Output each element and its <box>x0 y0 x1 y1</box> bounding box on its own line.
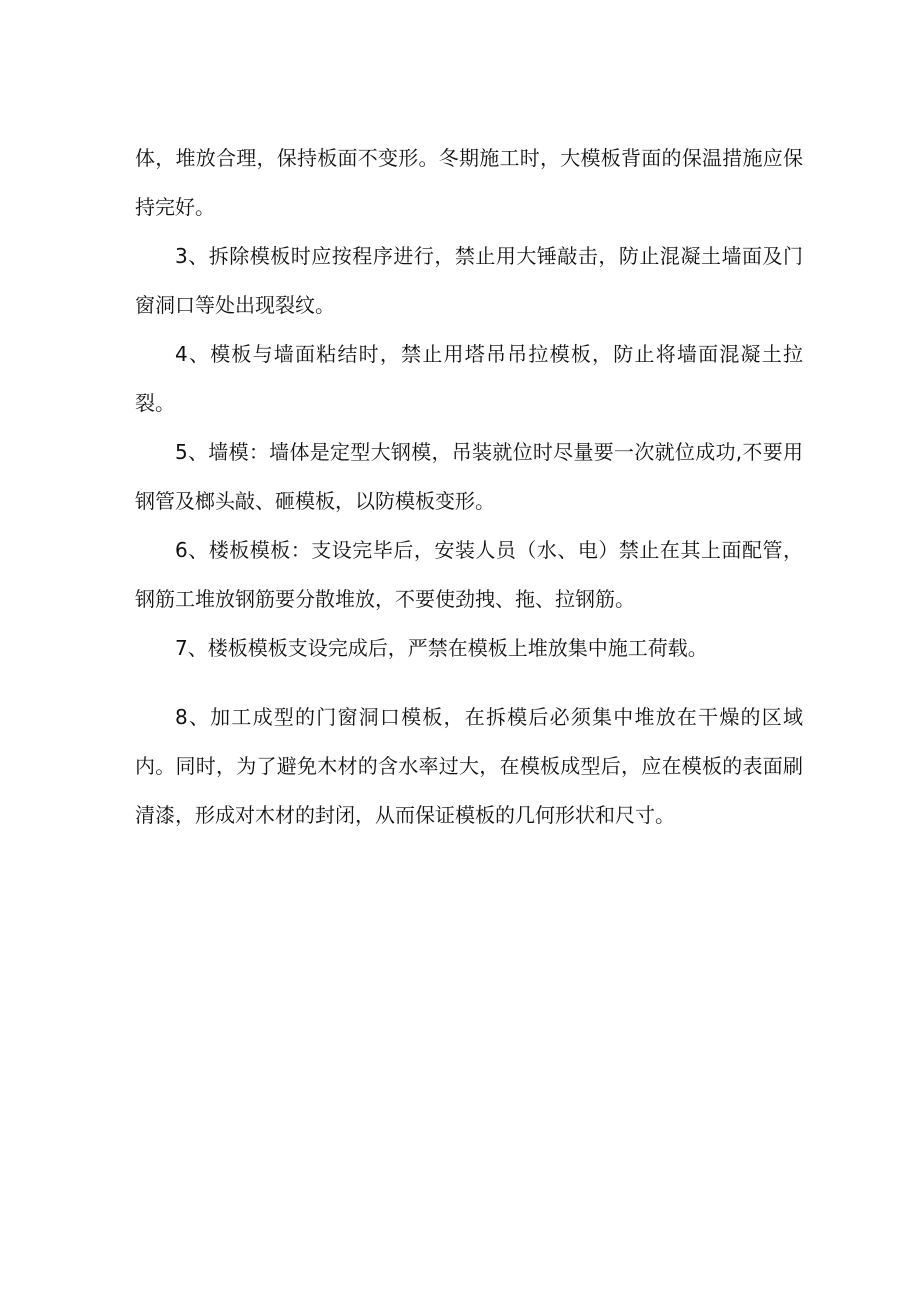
paragraph-item-8: 8、加工成型的门窗洞口模板，在拆模后必须集中堆放在干燥的区域内。同时，为了避免木材的含水率过大，在模板成型后，应在模板的表面刷清漆，形成对木材的封闭，从而保证模板的几何形状和尺寸。 <box>135 705 803 827</box>
paragraph-item-3: 3、拆除模板时应按程序进行，禁止用大锤敲击，防止混凝土墙面及门窗洞口等处出现裂纹。 <box>135 244 803 317</box>
document-body <box>135 134 803 840</box>
paragraph-item-4: 4、模板与墙面粘结时，禁止用塔吊吊拉模板，防止将墙面混凝土拉裂。 <box>135 342 803 415</box>
paragraph-item-6: 6、楼板模板：支设完毕后，安装人员（水、电）禁止在其上面配管，钢筋工堆放钢筋要分散堆放，不要使劲拽、拖、拉钢筋。 <box>135 538 803 611</box>
paragraph-item-7: 7、楼板模板支设完成后，严禁在模板上堆放集中施工荷载。 <box>175 636 708 660</box>
paragraph-item-5: 5、墙模：墙体是定型大钢模，吊装就位时尽量要一次就位成功,不要用钢管及榔头敲、砸模板，以防模板变形。 <box>135 440 803 513</box>
paragraph-continued: 体，堆放合理，保持板面不变形。冬期施工时，大模板背面的保温措施应保持完好。 <box>135 146 803 219</box>
